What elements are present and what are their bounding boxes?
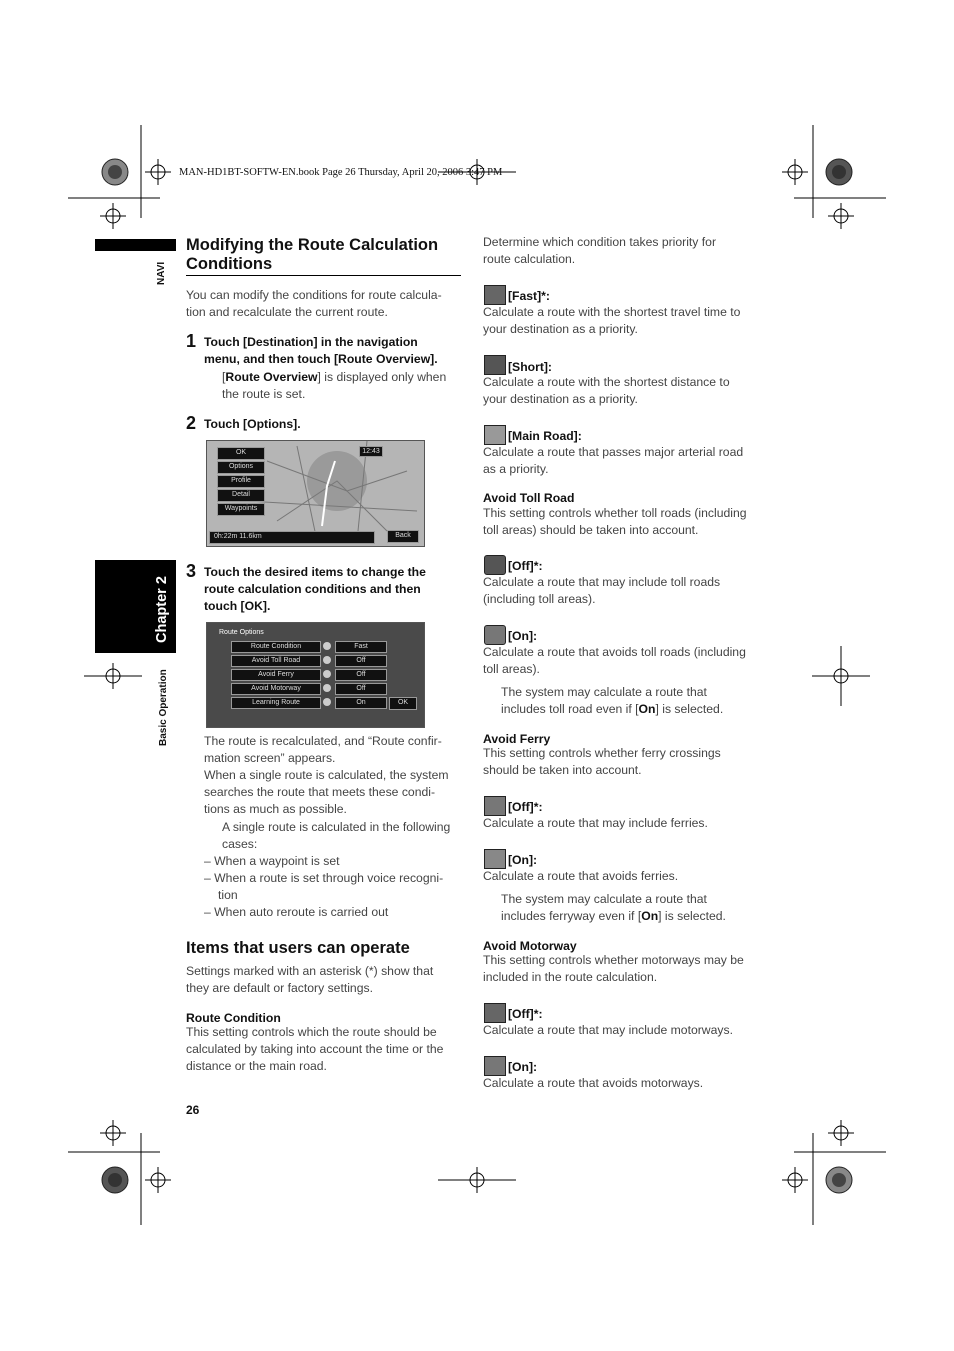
main-road-text: Calculate a route that passes major arterial road as a priority. bbox=[483, 445, 744, 476]
motorway-on-label: [On]: bbox=[508, 1060, 538, 1074]
short-label: [Short]: bbox=[508, 360, 552, 374]
ferry-off-label: [Off]*: bbox=[508, 800, 543, 814]
ferry-off-text: Calculate a route that may include ferries. bbox=[483, 816, 708, 830]
short-text: Calculate a route with the shortest distance to your destination as a priority. bbox=[483, 375, 730, 406]
step-number: 1 bbox=[186, 331, 197, 351]
toll-off-text: Calculate a route that may include toll roads (including toll areas). bbox=[483, 575, 721, 606]
motorway-off-icon bbox=[484, 1003, 506, 1023]
section-label: Basic Operation bbox=[158, 669, 169, 746]
step1-note: [Route Overview] is displayed only when the route is set. bbox=[222, 370, 447, 401]
route-option-label: Avoid Toll Road bbox=[231, 655, 321, 667]
toll-note: The system may calculate a route that includes toll road even if [On] is selected. bbox=[501, 685, 724, 716]
step3-text: Touch the desired items to change the route calculation conditions and then touch [OK]. bbox=[204, 565, 426, 613]
route-option-icon bbox=[323, 670, 331, 678]
route-option-label: Learning Route bbox=[231, 697, 321, 709]
avoid-ferry-heading: Avoid Ferry bbox=[483, 732, 551, 746]
map-profile-button[interactable]: Profile bbox=[217, 475, 265, 488]
motorway-off-label: [Off]*: bbox=[508, 1007, 543, 1021]
ferry-note: The system may calculate a route that includes ferryway even if [On] is selected. bbox=[501, 892, 726, 923]
step-number: 2 bbox=[186, 413, 197, 433]
fast-icon bbox=[484, 285, 506, 305]
items-text: Settings marked with an asterisk (*) show that they are default or factory settings. bbox=[186, 964, 434, 995]
avoid-toll-text: This setting controls whether toll roads (including toll areas) should be taken into account. bbox=[483, 506, 747, 537]
motorway-on-icon bbox=[484, 1056, 506, 1076]
toll-off-label: [Off]*: bbox=[508, 559, 543, 573]
avoid-ferry-text: This setting controls whether ferry crossings should be taken into account. bbox=[483, 746, 721, 777]
route-option-label: Avoid Ferry bbox=[231, 669, 321, 681]
route-option-value-button[interactable]: Off bbox=[335, 669, 387, 681]
motorway-on-text: Calculate a route that avoids motorways. bbox=[483, 1076, 704, 1090]
toll-on-icon bbox=[484, 625, 506, 645]
route-option-label: Route Condition bbox=[231, 641, 321, 653]
step-number: 3 bbox=[186, 561, 197, 581]
route-option-icon bbox=[323, 656, 331, 664]
priority-intro: Determine which condition takes priority for route calculation. bbox=[483, 235, 717, 266]
route-option-icon bbox=[323, 642, 331, 650]
ferry-off-icon bbox=[484, 796, 506, 816]
page-number: 26 bbox=[186, 1103, 200, 1117]
intro-text: You can modify the conditions for route calcula- tion and recalculate the current route. bbox=[186, 288, 442, 319]
map-waypoints-button[interactable]: Waypoints bbox=[217, 503, 265, 516]
short-icon bbox=[484, 355, 506, 375]
toll-on-text: Calculate a route that avoids toll roads (including toll areas). bbox=[483, 645, 746, 676]
page-title: Modifying the Route Calculation Conditions bbox=[186, 236, 439, 273]
fast-label: [Fast]*: bbox=[508, 289, 550, 303]
map-detail-button[interactable]: Detail bbox=[217, 489, 265, 502]
route-condition-heading: Route Condition bbox=[186, 1011, 281, 1025]
chapter-label: Chapter 2 bbox=[154, 576, 170, 643]
toll-off-icon bbox=[484, 555, 506, 575]
route-option-value-button[interactable]: On bbox=[335, 697, 387, 709]
map-back-button[interactable]: Back bbox=[387, 530, 419, 543]
navi-bar bbox=[95, 239, 176, 251]
motorway-off-text: Calculate a route that may include motorways. bbox=[483, 1023, 733, 1037]
route-options-ok-button[interactable]: OK bbox=[389, 697, 417, 710]
single-route-note: A single route is calculated in the following cases: bbox=[222, 820, 451, 851]
avoid-motorway-text: This setting controls whether motorways may be included in the route calculation. bbox=[483, 953, 744, 984]
route-option-value-button[interactable]: Fast bbox=[335, 641, 387, 653]
map-screenshot bbox=[206, 440, 425, 547]
cases-list: – When a waypoint is set – When a route is set through voice recogni- tion – When auto reroute is carried out bbox=[204, 854, 444, 919]
map-options-button[interactable]: Options bbox=[217, 461, 265, 474]
main-road-icon bbox=[484, 425, 506, 445]
ferry-on-icon bbox=[484, 849, 506, 869]
step2-text: Touch [Options]. bbox=[204, 417, 301, 431]
map-clock: 12:43 bbox=[359, 446, 383, 457]
route-condition-text: This setting controls which the route should be calculated by taking into account the time or the distance or the main road. bbox=[186, 1025, 444, 1073]
route-options-screenshot bbox=[206, 622, 425, 728]
avoid-toll-heading: Avoid Toll Road bbox=[483, 491, 575, 505]
avoid-motorway-heading: Avoid Motorway bbox=[483, 939, 577, 953]
map-ok-button[interactable]: OK bbox=[217, 447, 265, 460]
items-heading: Items that users can operate bbox=[186, 939, 410, 957]
file-info-header: MAN-HD1BT-SOFTW-EN.book Page 26 Thursday, April 20, 2006 3:47 PM bbox=[179, 167, 503, 178]
route-options-title: Route Options bbox=[219, 629, 264, 636]
ferry-on-text: Calculate a route that avoids ferries. bbox=[483, 869, 679, 883]
fast-text: Calculate a route with the shortest travel time to your destination as a priority. bbox=[483, 305, 741, 336]
map-status-bar: 0h:22m 11.6km bbox=[209, 531, 375, 544]
route-option-value-button[interactable]: Off bbox=[335, 683, 387, 695]
main-road-label: [Main Road]: bbox=[508, 429, 582, 443]
ferry-on-label: [On]: bbox=[508, 853, 538, 867]
title-rule bbox=[186, 275, 461, 276]
route-option-icon bbox=[323, 684, 331, 692]
toll-on-label: [On]: bbox=[508, 629, 538, 643]
route-option-icon bbox=[323, 698, 331, 706]
route-option-label: Avoid Motorway bbox=[231, 683, 321, 695]
route-option-value-button[interactable]: Off bbox=[335, 655, 387, 667]
result-text: The route is recalculated, and “Route confir- mation screen” appears. When a single route is calculated, the system searches the route that meets these condi- tions as much as possible. bbox=[204, 734, 449, 816]
step1-text: Touch [Destination] in the navigation menu, and then touch [Route Overview]. bbox=[204, 335, 438, 366]
navi-side-label: NAVI bbox=[156, 261, 167, 285]
